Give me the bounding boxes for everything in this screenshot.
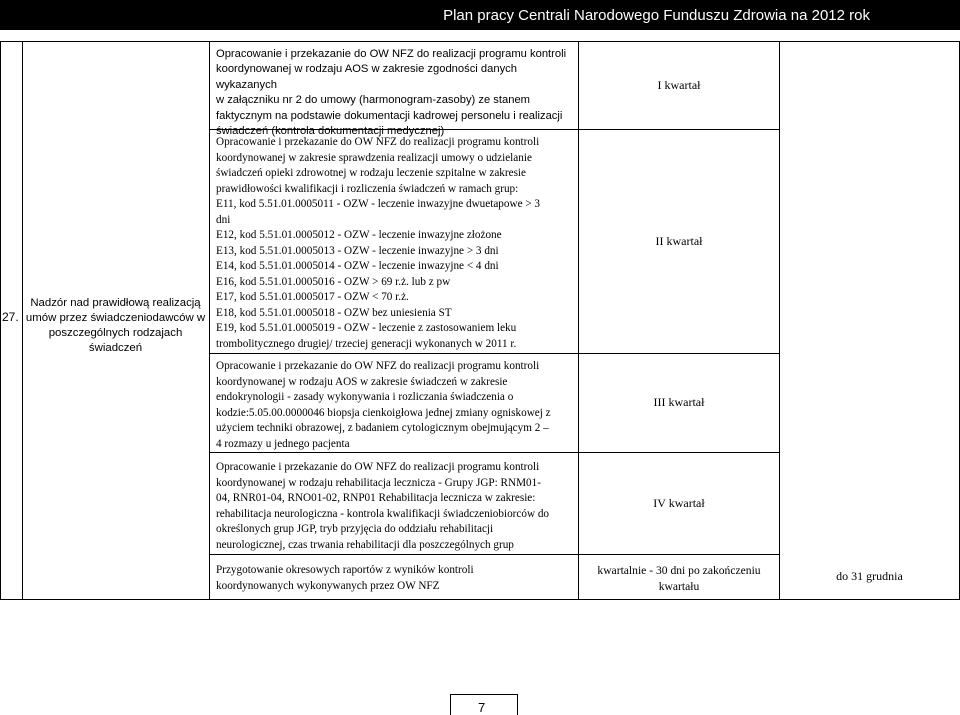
task-term: IV kwartał <box>653 495 705 510</box>
task-term: III kwartał <box>653 395 705 410</box>
row-divider <box>209 554 779 555</box>
plan-table <box>0 41 960 600</box>
task-description: Przygotowanie okresowych raportów z wyników kontroli koordynowanych wykonywanych przez OW NFZ <box>216 564 474 592</box>
row-number: 27. <box>2 310 19 324</box>
task-description: Opracowanie i przekazanie do OW NFZ do realizacji programu kontroli koordynowanej w rodzaju AOS w zakresie świadczeń w zakresie endokrynologii - zasady wykonywania i rozliczania świadczenia o kodzie:5.05.00.0000046 biopsja cienkoigłowa jednej zmiany ogniskowej z użyciem techniki obrazowej, z badaniem cytologicznym obejmującym 2 – 4 rozmazy u jednego pacjenta <box>216 360 551 450</box>
page-title: Plan pracy Centrali Narodowego Funduszu Zdrowia na 2012 rok <box>443 6 870 24</box>
task-deadline: do 31 grudnia <box>836 569 903 584</box>
column-divider <box>779 42 780 599</box>
table-border-left <box>0 42 1 599</box>
header-bar <box>0 0 960 30</box>
task-description: Opracowanie i przekazanie do OW NFZ do realizacji programu kontroli koordynowanej w rodzaju AOS w zakresie zgodności danych wykazanych w załączniku nr 2 do umowy (harmonogram-zasoby) ze stanem faktycznym na podstawie dokumentacji kadrowej personelu i realizacji świadczeń (kontrola dokumentacji medycznej) <box>216 48 567 138</box>
column-divider <box>209 42 210 599</box>
task-term: kwartalnie - 30 dni po zakończeniu kwartału <box>597 564 761 593</box>
column-divider <box>22 42 23 599</box>
task-description: Opracowanie i przekazanie do OW NFZ do realizacji programu kontroli koordynowanej w zakresie sprawdzenia realizacji umowy o udzielanie świadczeń opieki zdrowotnej w rodzaju leczenie szpitalne w zakresie prawidłowości kwalifikacji i rozliczenia świadczeń w ramach grup: E11, kod 5.51.01.0005011 - OZW - leczenie inwazyjne dwuetapowe > 3 dni E12, kod 5.51.01.0005012 - OZW - leczenie inwazyjne złożone E13, kod 5.51.01.0005013 - OZW - leczenie inwazyjne > 3 dni E14, kod 5.51.01.0005014 - OZW - leczenie inwazyjne < 4 dni E16, kod 5.51.01.0005016 - OZW > 69 r.ż. lub z pw E17, kod 5.51.01.0005017 - OZW < 70 r.ż. E18, kod 5.51.01.0005018 - OZW bez uniesienia ST E19, kod 5.51.01.0005019 - OZW - leczenie z zastosowaniem leku trombolitycznego drugiej/ trzeciej generacji wykonanych w 2011 r. <box>216 136 541 350</box>
page-number: 7 <box>478 700 486 715</box>
task-description: Opracowanie i przekazanie do OW NFZ do realizacji programu kontroli koordynowanej w rodzaju rehabilitacja lecznicza - Grupy JGP: RNM01- 04, RNR01-04, RNO01-02, RNP01 Rehabilitacja lecznicza w zakresie: rehabilitacja neurologiczna - kontrola kwalifikacji świadczeniobiorców do określonych grup JGP, tryb przyjęcia do oddziału rehabilitacji neurologicznej, czas trwania rehabilitacji dla poszczególnych grup <box>216 461 550 551</box>
task-term: I kwartał <box>657 77 701 92</box>
task-term: II kwartał <box>655 233 703 248</box>
control-area: Nadzór nad prawidłową realizacją umów przez świadczeniodawców w poszczególnych rodzajach świadczeń <box>25 297 206 354</box>
